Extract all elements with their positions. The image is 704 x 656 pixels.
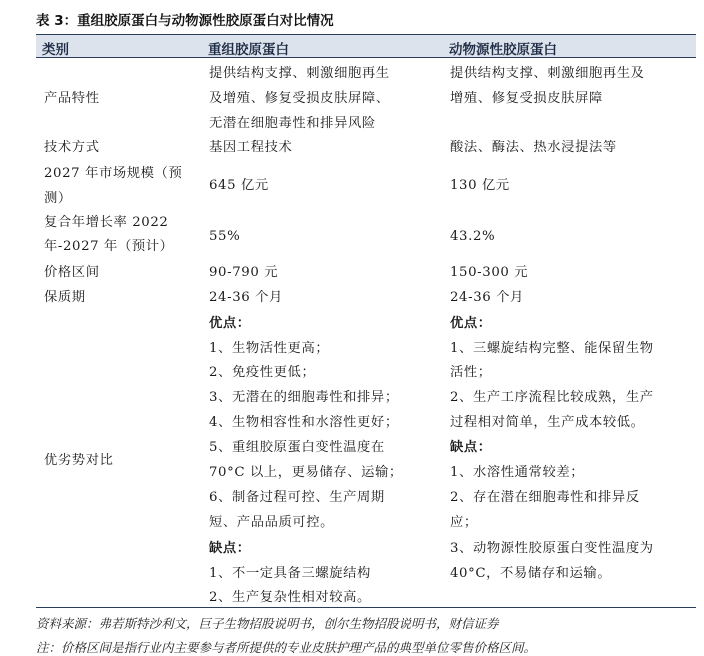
recombinant-price: 90-790 元 — [209, 265, 279, 280]
recombinant-market: 645 亿元 — [209, 178, 269, 193]
table-header-band — [36, 35, 696, 57]
animal-cons-heading: 缺点： — [450, 440, 492, 455]
animal-compare-line-6: 1、水溶性通常较差； — [450, 465, 585, 480]
animal-compare-line-4: 过程相对简单，生产成本较低。 — [450, 415, 645, 430]
table-title: 表 3：重组胶原蛋白与动物源性胶原蛋白对比情况 — [36, 13, 334, 29]
row-label-product: 产品特性 — [44, 91, 100, 106]
header-animal: 动物源性胶原蛋白 — [449, 42, 557, 58]
animal-compare-line-10: 40°C，不易储存和运输。 — [450, 566, 612, 581]
recombinant-product-line-1: 提供结构支撑、刺激细胞再生 — [209, 66, 390, 81]
recombinant-compare-line-8: 短、产品品质可控。 — [209, 515, 335, 530]
recombinant-shelf: 24-36 个月 — [209, 290, 283, 305]
header-recombinant: 重组胶原蛋白 — [208, 42, 289, 58]
row-label-tech: 技术方式 — [44, 140, 100, 155]
animal-shelf: 24-36 个月 — [450, 290, 524, 305]
animal-compare-line-1: 1、三螺旋结构完整、能保留生物 — [450, 341, 654, 356]
animal-price: 150-300 元 — [450, 265, 529, 280]
animal-compare-line-3: 2、生产工序流程比较成熟，生产 — [450, 390, 654, 405]
recombinant-compare-line-2: 2、免疫性更低； — [209, 365, 316, 380]
row-label-cagr-line-2: 年-2027 年（预计） — [44, 239, 174, 254]
recombinant-compare-line-11: 2、生产复杂性相对较高。 — [209, 590, 371, 605]
footnote: 注：价格区间是指行业内主要参与者所提供的专业皮肤护理产品的典型单位零售价格区间。 — [36, 640, 537, 655]
animal-cagr: 43.2% — [450, 229, 496, 244]
recombinant-pros-heading: 优点： — [209, 316, 251, 331]
recombinant-compare-line-7: 6、制备过程可控、生产周期 — [209, 490, 385, 505]
row-label-compare: 优劣势对比 — [44, 453, 114, 468]
recombinant-compare-line-5: 5、重组胶原蛋白变性温度在 — [209, 440, 385, 455]
table-header-rule — [36, 57, 696, 58]
recombinant-compare-line-4: 4、生物相容性和水溶性更好； — [209, 415, 399, 430]
row-label-market-line-1: 2027 年市场规模（预 — [44, 166, 183, 181]
row-label-shelf: 保质期 — [44, 290, 86, 305]
recombinant-product-line-2: 及增殖、修复受损皮肤屏障、 — [209, 91, 390, 106]
animal-tech: 酸法、酶法、热水浸提法等 — [450, 140, 617, 155]
row-label-price: 价格区间 — [44, 265, 100, 280]
animal-market: 130 亿元 — [450, 178, 510, 193]
recombinant-compare-line-1: 1、生物活性更高； — [209, 341, 330, 356]
animal-pros-heading: 优点： — [450, 316, 492, 331]
animal-compare-line-8: 应； — [450, 515, 478, 530]
recombinant-compare-line-10: 1、不一定具备三螺旋结构 — [209, 566, 371, 581]
animal-compare-line-9: 3、动物源性胶原蛋白变性温度为 — [450, 541, 654, 556]
recombinant-compare-line-6: 70°C 以上，更易储存、运输； — [209, 465, 403, 480]
recombinant-tech: 基因工程技术 — [209, 140, 293, 155]
header-category: 类别 — [42, 42, 69, 58]
recombinant-compare-line-3: 3、无潜在的细胞毒性和排异； — [209, 390, 399, 405]
animal-product-line-1: 提供结构支撑、刺激细胞再生及 — [450, 66, 645, 81]
row-label-market-line-2: 测） — [44, 191, 72, 206]
animal-compare-line-7: 2、存在潜在细胞毒性和排异反 — [450, 490, 640, 505]
animal-compare-line-2: 活性； — [450, 365, 492, 380]
recombinant-product-line-3: 无潜在细胞毒性和排异风险 — [209, 116, 376, 131]
row-label-cagr-line-1: 复合年增长率 2022 — [44, 215, 169, 230]
animal-product-line-2: 增殖、修复受损皮肤屏障 — [450, 91, 603, 106]
table-bottom-rule — [36, 607, 696, 608]
recombinant-cagr: 55% — [209, 229, 241, 244]
recombinant-cons-heading: 缺点： — [209, 541, 251, 556]
source-note: 资料来源：弗若斯特沙利文，巨子生物招股说明书，创尔生物招股说明书，财信证券 — [36, 616, 499, 631]
